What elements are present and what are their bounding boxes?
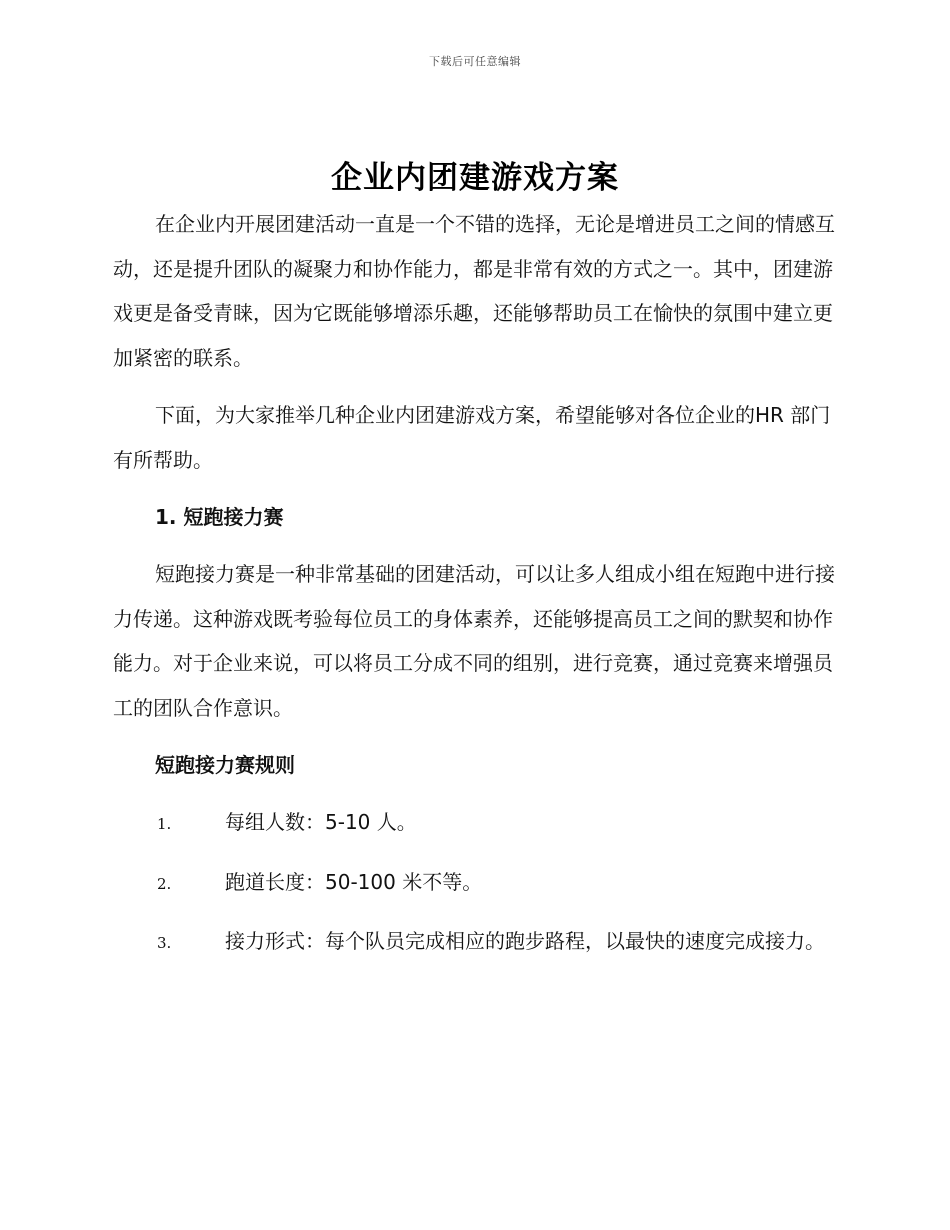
relay-description-paragraph: 短跑接力赛是一种非常基础的团建活动，可以让多人组成小组在短跑中进行接力传递。这种游戏既考验每位员工的身体素养，还能够提高员工之间的默契和协作能力。对于企业来说，可以将员工分成不同的组别，进行竞赛，通过竞赛来增强员工的团队合作意识。	[113, 562, 835, 720]
rule-text: 接力形式：每个队员完成相应的跑步路程，以最快的速度完成接力。	[225, 929, 825, 953]
rule-number: 3.	[157, 934, 172, 952]
rule-number: 1.	[157, 815, 172, 833]
rule-item	[113, 800, 838, 847]
rule-item	[113, 860, 838, 907]
document-body	[113, 202, 838, 979]
rule-number: 2.	[157, 874, 172, 893]
rule-text: 跑道长度：50-100 米不等。	[225, 869, 483, 894]
intro-paragraph: 在企业内开展团建活动一直是一个不错的选择，无论是增进员工之间的情感互动，还是提升团队的凝聚力和协作能力，都是非常有效的方式之一。其中，团建游戏更是备受青睐，因为它既能够增添乐趣，还能够帮助员工在愉快的氛围中建立更加紧密的联系。	[113, 212, 835, 370]
recommend-paragraph: 下面，为大家推举几种企业内团建游戏方案，希望能够对各位企业的HR 部门有所帮助。	[113, 403, 831, 472]
rule-item	[113, 919, 838, 966]
rule-text: 每组人数：5-10 人。	[225, 810, 417, 834]
header-note: 下载后可任意编辑	[429, 55, 521, 68]
section-heading-relay: 1. 短跑接力赛	[155, 505, 284, 529]
document-title: 企业内团建游戏方案	[331, 160, 619, 196]
rules-heading: 短跑接力赛规则	[155, 753, 295, 777]
